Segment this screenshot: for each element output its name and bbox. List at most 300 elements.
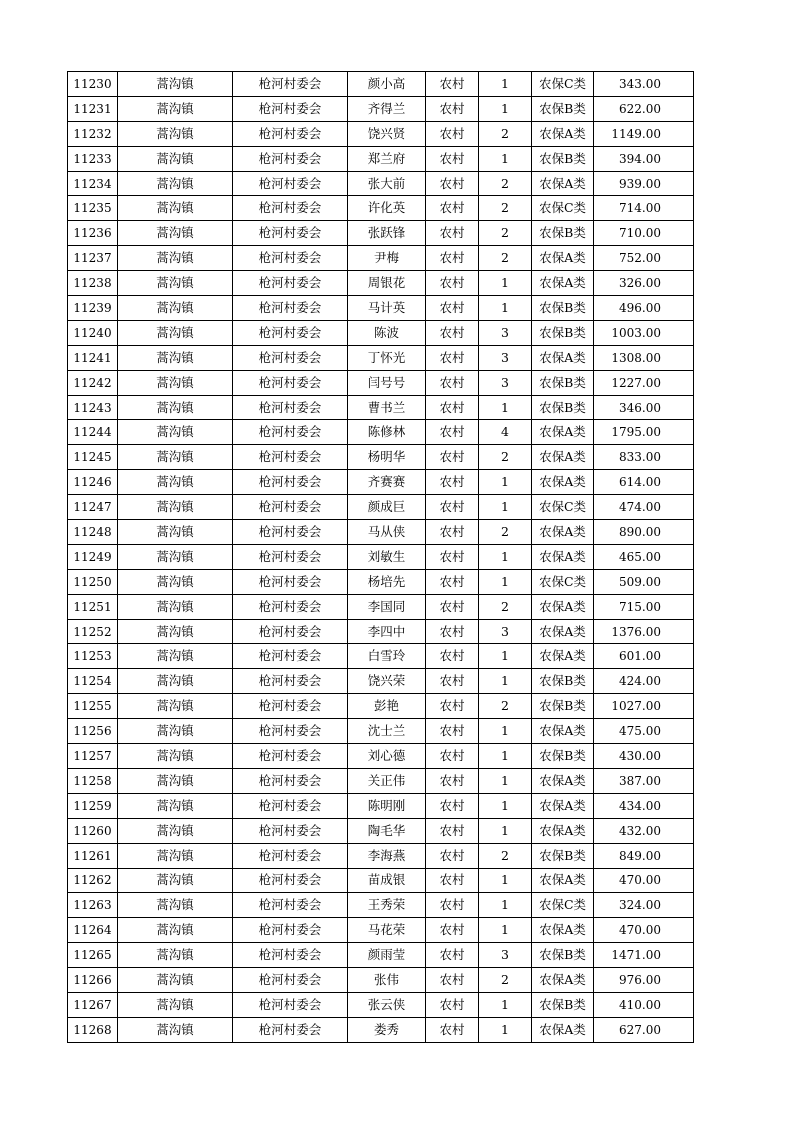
table-row	[68, 768, 694, 793]
name-cell: 彭艳	[348, 694, 426, 719]
record-id-cell: 11240	[68, 320, 118, 345]
record-id-cell: 11244	[68, 420, 118, 445]
name-cell: 马从侠	[348, 520, 426, 545]
town-cell: 蒿沟镇	[118, 196, 233, 221]
table-row	[68, 744, 694, 769]
area-type-cell: 农村	[426, 495, 479, 520]
record-id-cell: 11265	[68, 943, 118, 968]
village-committee-cell: 枪河村委会	[233, 271, 348, 296]
household-size-cell: 3	[479, 345, 532, 370]
name-cell: 马计英	[348, 296, 426, 321]
area-type-cell: 农村	[426, 644, 479, 669]
insurance-category-cell: 农保A类	[532, 520, 594, 545]
record-id-cell: 11267	[68, 992, 118, 1017]
household-size-cell: 1	[479, 669, 532, 694]
amount-cell: 1149.00	[594, 121, 694, 146]
town-cell: 蒿沟镇	[118, 246, 233, 271]
insurance-category-cell: 农保A类	[532, 544, 594, 569]
household-size-cell: 2	[479, 843, 532, 868]
amount-cell: 434.00	[594, 793, 694, 818]
insurance-category-cell: 农保B类	[532, 395, 594, 420]
village-committee-cell: 枪河村委会	[233, 395, 348, 420]
table-row	[68, 370, 694, 395]
insurance-category-cell: 农保C类	[532, 72, 594, 97]
insurance-category-cell: 农保B类	[532, 992, 594, 1017]
area-type-cell: 农村	[426, 594, 479, 619]
table-row	[68, 694, 694, 719]
amount-cell: 601.00	[594, 644, 694, 669]
name-cell: 饶兴贤	[348, 121, 426, 146]
village-committee-cell: 枪河村委会	[233, 520, 348, 545]
table-row	[68, 271, 694, 296]
town-cell: 蒿沟镇	[118, 221, 233, 246]
town-cell: 蒿沟镇	[118, 171, 233, 196]
town-cell: 蒿沟镇	[118, 843, 233, 868]
table-row	[68, 868, 694, 893]
household-size-cell: 2	[479, 121, 532, 146]
area-type-cell: 农村	[426, 719, 479, 744]
table-row	[68, 619, 694, 644]
insurance-category-cell: 农保C类	[532, 495, 594, 520]
town-cell: 蒿沟镇	[118, 768, 233, 793]
village-committee-cell: 枪河村委会	[233, 818, 348, 843]
record-id-cell: 11233	[68, 146, 118, 171]
town-cell: 蒿沟镇	[118, 893, 233, 918]
amount-cell: 710.00	[594, 221, 694, 246]
area-type-cell: 农村	[426, 271, 479, 296]
town-cell: 蒿沟镇	[118, 943, 233, 968]
name-cell: 颜成巨	[348, 495, 426, 520]
record-id-cell: 11230	[68, 72, 118, 97]
record-id-cell: 11237	[68, 246, 118, 271]
area-type-cell: 农村	[426, 992, 479, 1017]
town-cell: 蒿沟镇	[118, 296, 233, 321]
name-cell: 张跃锋	[348, 221, 426, 246]
area-type-cell: 农村	[426, 619, 479, 644]
record-id-cell: 11251	[68, 594, 118, 619]
town-cell: 蒿沟镇	[118, 470, 233, 495]
name-cell: 白雪玲	[348, 644, 426, 669]
table-row	[68, 992, 694, 1017]
table-row	[68, 893, 694, 918]
record-id-cell: 11250	[68, 569, 118, 594]
record-id-cell: 11231	[68, 96, 118, 121]
name-cell: 周银花	[348, 271, 426, 296]
amount-cell: 424.00	[594, 669, 694, 694]
household-size-cell: 2	[479, 196, 532, 221]
household-size-cell: 2	[479, 171, 532, 196]
area-type-cell: 农村	[426, 968, 479, 993]
amount-cell: 752.00	[594, 246, 694, 271]
table-row	[68, 843, 694, 868]
table-row	[68, 918, 694, 943]
name-cell: 颜小高	[348, 72, 426, 97]
town-cell: 蒿沟镇	[118, 619, 233, 644]
insurance-category-cell: 农保B类	[532, 370, 594, 395]
village-committee-cell: 枪河村委会	[233, 719, 348, 744]
town-cell: 蒿沟镇	[118, 445, 233, 470]
village-committee-cell: 枪河村委会	[233, 320, 348, 345]
name-cell: 丁怀光	[348, 345, 426, 370]
insurance-category-cell: 农保B类	[532, 296, 594, 321]
area-type-cell: 农村	[426, 868, 479, 893]
amount-cell: 496.00	[594, 296, 694, 321]
table-row	[68, 669, 694, 694]
amount-cell: 890.00	[594, 520, 694, 545]
insurance-category-cell: 农保A类	[532, 644, 594, 669]
record-id-cell: 11264	[68, 918, 118, 943]
household-size-cell: 3	[479, 370, 532, 395]
record-id-cell: 11261	[68, 843, 118, 868]
area-type-cell: 农村	[426, 246, 479, 271]
table-row	[68, 470, 694, 495]
area-type-cell: 农村	[426, 420, 479, 445]
town-cell: 蒿沟镇	[118, 918, 233, 943]
table-row	[68, 320, 694, 345]
name-cell: 张大前	[348, 171, 426, 196]
household-size-cell: 2	[479, 445, 532, 470]
insurance-category-cell: 农保A类	[532, 818, 594, 843]
household-size-cell: 1	[479, 719, 532, 744]
area-type-cell: 农村	[426, 221, 479, 246]
village-committee-cell: 枪河村委会	[233, 992, 348, 1017]
town-cell: 蒿沟镇	[118, 495, 233, 520]
area-type-cell: 农村	[426, 768, 479, 793]
household-size-cell: 1	[479, 495, 532, 520]
table-row	[68, 793, 694, 818]
area-type-cell: 农村	[426, 943, 479, 968]
amount-cell: 976.00	[594, 968, 694, 993]
household-size-cell: 2	[479, 968, 532, 993]
area-type-cell: 农村	[426, 744, 479, 769]
town-cell: 蒿沟镇	[118, 146, 233, 171]
village-committee-cell: 枪河村委会	[233, 146, 348, 171]
household-size-cell: 1	[479, 818, 532, 843]
household-size-cell: 4	[479, 420, 532, 445]
table-row	[68, 719, 694, 744]
household-size-cell: 1	[479, 271, 532, 296]
village-committee-cell: 枪河村委会	[233, 968, 348, 993]
household-size-cell: 1	[479, 544, 532, 569]
town-cell: 蒿沟镇	[118, 271, 233, 296]
household-size-cell: 3	[479, 943, 532, 968]
household-size-cell: 3	[479, 320, 532, 345]
table-row	[68, 544, 694, 569]
town-cell: 蒿沟镇	[118, 345, 233, 370]
record-id-cell: 11248	[68, 520, 118, 545]
name-cell: 杨明华	[348, 445, 426, 470]
name-cell: 李四中	[348, 619, 426, 644]
household-size-cell: 2	[479, 520, 532, 545]
name-cell: 曹书兰	[348, 395, 426, 420]
amount-cell: 326.00	[594, 271, 694, 296]
village-committee-cell: 枪河村委会	[233, 121, 348, 146]
name-cell: 张云侠	[348, 992, 426, 1017]
amount-cell: 324.00	[594, 893, 694, 918]
insurance-category-cell: 农保A类	[532, 171, 594, 196]
record-id-cell: 11266	[68, 968, 118, 993]
insurance-category-cell: 农保A类	[532, 271, 594, 296]
record-id-cell: 11234	[68, 171, 118, 196]
town-cell: 蒿沟镇	[118, 868, 233, 893]
area-type-cell: 农村	[426, 395, 479, 420]
name-cell: 李海燕	[348, 843, 426, 868]
insurance-category-cell: 农保A类	[532, 445, 594, 470]
table-row	[68, 569, 694, 594]
record-id-cell: 11252	[68, 619, 118, 644]
record-id-cell: 11249	[68, 544, 118, 569]
town-cell: 蒿沟镇	[118, 992, 233, 1017]
area-type-cell: 农村	[426, 171, 479, 196]
area-type-cell: 农村	[426, 544, 479, 569]
town-cell: 蒿沟镇	[118, 719, 233, 744]
insurance-category-cell: 农保A类	[532, 619, 594, 644]
record-id-cell: 11243	[68, 395, 118, 420]
household-size-cell: 3	[479, 619, 532, 644]
insurance-category-cell: 农保B类	[532, 694, 594, 719]
table-row	[68, 495, 694, 520]
area-type-cell: 农村	[426, 121, 479, 146]
name-cell: 王秀荣	[348, 893, 426, 918]
name-cell: 李国同	[348, 594, 426, 619]
record-id-cell: 11259	[68, 793, 118, 818]
table-row	[68, 420, 694, 445]
town-cell: 蒿沟镇	[118, 395, 233, 420]
village-committee-cell: 枪河村委会	[233, 943, 348, 968]
town-cell: 蒿沟镇	[118, 594, 233, 619]
table-row	[68, 296, 694, 321]
area-type-cell: 农村	[426, 96, 479, 121]
table-row	[68, 818, 694, 843]
town-cell: 蒿沟镇	[118, 694, 233, 719]
insurance-category-cell: 农保A类	[532, 345, 594, 370]
amount-cell: 715.00	[594, 594, 694, 619]
village-committee-cell: 枪河村委会	[233, 495, 348, 520]
amount-cell: 475.00	[594, 719, 694, 744]
insurance-category-cell: 农保C类	[532, 569, 594, 594]
record-id-cell: 11247	[68, 495, 118, 520]
town-cell: 蒿沟镇	[118, 669, 233, 694]
household-size-cell: 2	[479, 221, 532, 246]
village-committee-cell: 枪河村委会	[233, 793, 348, 818]
insurance-category-cell: 农保C类	[532, 196, 594, 221]
insurance-category-cell: 农保A类	[532, 719, 594, 744]
town-cell: 蒿沟镇	[118, 320, 233, 345]
household-size-cell: 2	[479, 594, 532, 619]
household-size-cell: 1	[479, 96, 532, 121]
amount-cell: 1027.00	[594, 694, 694, 719]
area-type-cell: 农村	[426, 146, 479, 171]
village-committee-cell: 枪河村委会	[233, 893, 348, 918]
household-size-cell: 1	[479, 644, 532, 669]
table-row	[68, 146, 694, 171]
record-id-cell: 11256	[68, 719, 118, 744]
table-row	[68, 943, 694, 968]
insurance-category-cell: 农保A类	[532, 793, 594, 818]
town-cell: 蒿沟镇	[118, 793, 233, 818]
household-size-cell: 2	[479, 246, 532, 271]
name-cell: 齐赛赛	[348, 470, 426, 495]
amount-cell: 1003.00	[594, 320, 694, 345]
record-id-cell: 11254	[68, 669, 118, 694]
record-id-cell: 11246	[68, 470, 118, 495]
insurance-category-cell: 农保A类	[532, 594, 594, 619]
amount-cell: 1795.00	[594, 420, 694, 445]
record-id-cell: 11245	[68, 445, 118, 470]
household-size-cell: 1	[479, 72, 532, 97]
town-cell: 蒿沟镇	[118, 968, 233, 993]
household-size-cell: 2	[479, 694, 532, 719]
area-type-cell: 农村	[426, 370, 479, 395]
insurance-category-cell: 农保A类	[532, 768, 594, 793]
village-committee-cell: 枪河村委会	[233, 470, 348, 495]
village-committee-cell: 枪河村委会	[233, 768, 348, 793]
area-type-cell: 农村	[426, 694, 479, 719]
amount-cell: 849.00	[594, 843, 694, 868]
village-committee-cell: 枪河村委会	[233, 370, 348, 395]
table-row	[68, 171, 694, 196]
table-row	[68, 968, 694, 993]
table-row	[68, 96, 694, 121]
amount-cell: 833.00	[594, 445, 694, 470]
name-cell: 许化英	[348, 196, 426, 221]
table-row	[68, 395, 694, 420]
table-row	[68, 72, 694, 97]
amount-cell: 1308.00	[594, 345, 694, 370]
area-type-cell: 农村	[426, 893, 479, 918]
village-committee-cell: 枪河村委会	[233, 868, 348, 893]
village-committee-cell: 枪河村委会	[233, 72, 348, 97]
table-body	[68, 72, 694, 1043]
name-cell: 饶兴荣	[348, 669, 426, 694]
record-id-cell: 11239	[68, 296, 118, 321]
village-committee-cell: 枪河村委会	[233, 96, 348, 121]
name-cell: 娄秀	[348, 1017, 426, 1042]
area-type-cell: 农村	[426, 72, 479, 97]
insurance-category-cell: 农保B类	[532, 669, 594, 694]
amount-cell: 614.00	[594, 470, 694, 495]
record-id-cell: 11235	[68, 196, 118, 221]
village-committee-cell: 枪河村委会	[233, 420, 348, 445]
table-row	[68, 345, 694, 370]
town-cell: 蒿沟镇	[118, 72, 233, 97]
area-type-cell: 农村	[426, 843, 479, 868]
village-committee-cell: 枪河村委会	[233, 221, 348, 246]
record-id-cell: 11260	[68, 818, 118, 843]
village-committee-cell: 枪河村委会	[233, 619, 348, 644]
insurance-category-cell: 农保A类	[532, 968, 594, 993]
household-size-cell: 1	[479, 893, 532, 918]
name-cell: 马花荣	[348, 918, 426, 943]
name-cell: 陈明刚	[348, 793, 426, 818]
town-cell: 蒿沟镇	[118, 520, 233, 545]
record-id-cell: 11242	[68, 370, 118, 395]
insurance-category-cell: 农保B类	[532, 96, 594, 121]
name-cell: 杨培先	[348, 569, 426, 594]
town-cell: 蒿沟镇	[118, 96, 233, 121]
town-cell: 蒿沟镇	[118, 420, 233, 445]
name-cell: 沈士兰	[348, 719, 426, 744]
amount-cell: 410.00	[594, 992, 694, 1017]
record-id-cell: 11232	[68, 121, 118, 146]
insurance-category-cell: 农保A类	[532, 121, 594, 146]
name-cell: 颜雨莹	[348, 943, 426, 968]
data-table	[67, 71, 694, 1043]
amount-cell: 1376.00	[594, 619, 694, 644]
table-row	[68, 196, 694, 221]
name-cell: 齐得兰	[348, 96, 426, 121]
record-id-cell: 11253	[68, 644, 118, 669]
village-committee-cell: 枪河村委会	[233, 843, 348, 868]
name-cell: 苗成银	[348, 868, 426, 893]
town-cell: 蒿沟镇	[118, 569, 233, 594]
amount-cell: 622.00	[594, 96, 694, 121]
record-id-cell: 11241	[68, 345, 118, 370]
area-type-cell: 农村	[426, 470, 479, 495]
amount-cell: 387.00	[594, 768, 694, 793]
table-row	[68, 1017, 694, 1042]
household-size-cell: 1	[479, 992, 532, 1017]
name-cell: 陶毛华	[348, 818, 426, 843]
amount-cell: 1471.00	[594, 943, 694, 968]
area-type-cell: 农村	[426, 296, 479, 321]
household-size-cell: 1	[479, 146, 532, 171]
village-committee-cell: 枪河村委会	[233, 544, 348, 569]
town-cell: 蒿沟镇	[118, 818, 233, 843]
table-row	[68, 594, 694, 619]
amount-cell: 939.00	[594, 171, 694, 196]
amount-cell: 474.00	[594, 495, 694, 520]
town-cell: 蒿沟镇	[118, 370, 233, 395]
household-size-cell: 1	[479, 793, 532, 818]
table-row	[68, 121, 694, 146]
household-size-cell: 1	[479, 768, 532, 793]
household-size-cell: 1	[479, 918, 532, 943]
insurance-category-cell: 农保A类	[532, 246, 594, 271]
village-committee-cell: 枪河村委会	[233, 345, 348, 370]
area-type-cell: 农村	[426, 1017, 479, 1042]
insurance-category-cell: 农保B类	[532, 943, 594, 968]
record-id-cell: 11257	[68, 744, 118, 769]
village-committee-cell: 枪河村委会	[233, 171, 348, 196]
village-committee-cell: 枪河村委会	[233, 196, 348, 221]
town-cell: 蒿沟镇	[118, 744, 233, 769]
village-committee-cell: 枪河村委会	[233, 694, 348, 719]
insurance-category-cell: 农保B类	[532, 744, 594, 769]
village-committee-cell: 枪河村委会	[233, 744, 348, 769]
area-type-cell: 农村	[426, 669, 479, 694]
name-cell: 刘敏生	[348, 544, 426, 569]
household-size-cell: 1	[479, 569, 532, 594]
town-cell: 蒿沟镇	[118, 121, 233, 146]
table-row	[68, 520, 694, 545]
village-committee-cell: 枪河村委会	[233, 445, 348, 470]
area-type-cell: 农村	[426, 569, 479, 594]
insurance-category-cell: 农保B类	[532, 221, 594, 246]
record-id-cell: 11255	[68, 694, 118, 719]
name-cell: 闫号号	[348, 370, 426, 395]
village-committee-cell: 枪河村委会	[233, 569, 348, 594]
area-type-cell: 农村	[426, 445, 479, 470]
household-size-cell: 1	[479, 395, 532, 420]
household-size-cell: 1	[479, 744, 532, 769]
name-cell: 尹梅	[348, 246, 426, 271]
village-committee-cell: 枪河村委会	[233, 246, 348, 271]
record-id-cell: 11268	[68, 1017, 118, 1042]
name-cell: 郑兰府	[348, 146, 426, 171]
record-id-cell: 11262	[68, 868, 118, 893]
amount-cell: 470.00	[594, 918, 694, 943]
